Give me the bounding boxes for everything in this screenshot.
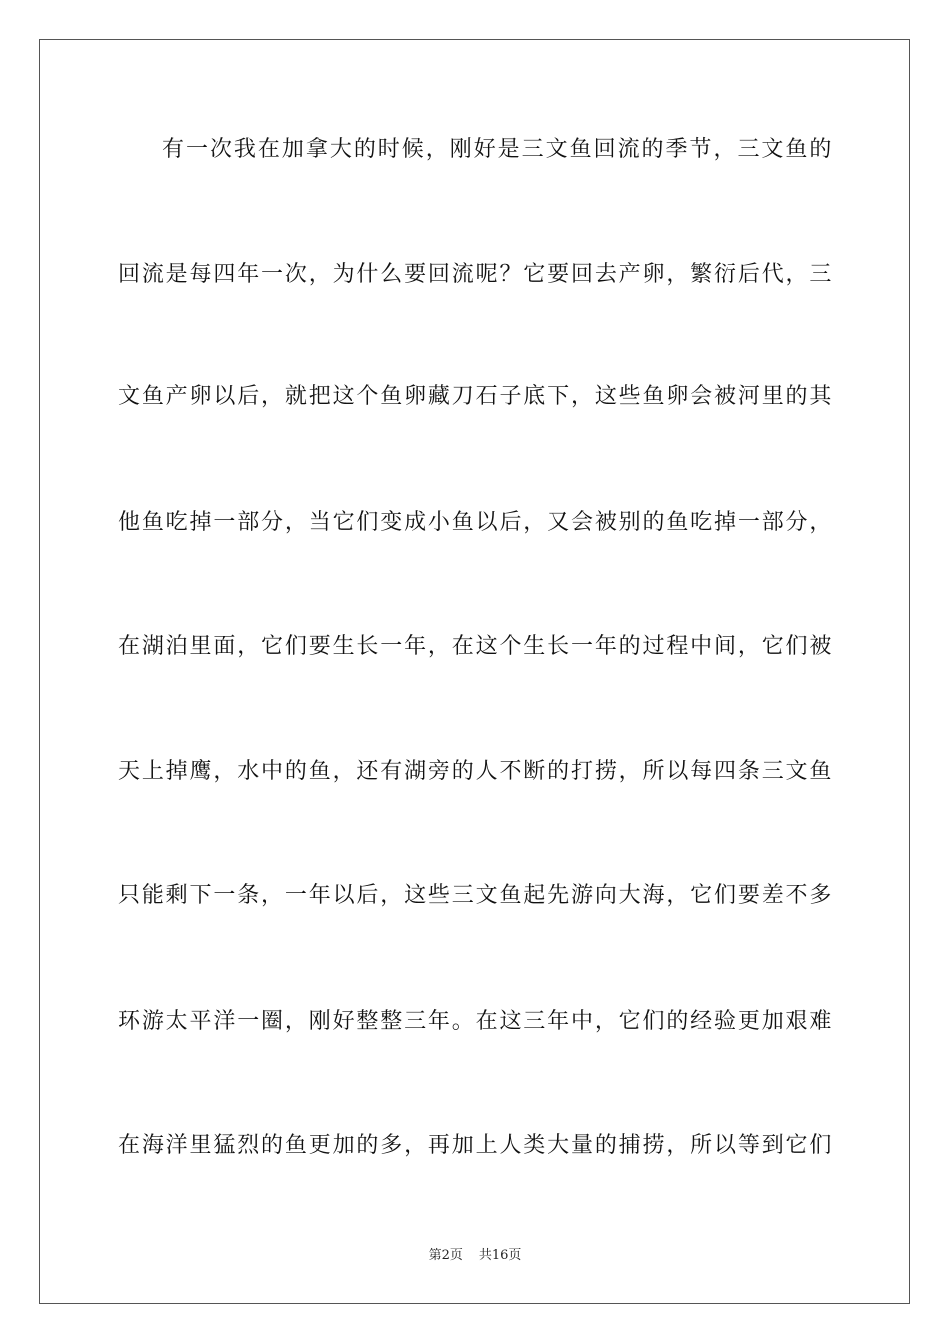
paragraph-line-1: 有一次我在加拿大的时候，刚好是三文鱼回流的季节，三文鱼的 — [162, 137, 832, 162]
page-border — [39, 39, 910, 1304]
page-footer — [0, 1246, 950, 1266]
paragraph-line-9: 在海洋里猛烈的鱼更加的多，再加上人类大量的捕捞，所以等到它们 — [118, 1133, 832, 1158]
paragraph-line-4: 他鱼吃掉一部分，当它们变成小鱼以后，又会被别的鱼吃掉一部分， — [118, 510, 832, 535]
page-number-total: 共16页 — [478, 1248, 522, 1263]
page-number-current: 第2页 — [428, 1248, 463, 1263]
paragraph-line-2: 回流是每四年一次，为什么要回流呢？它要回去产卵，繁衍后代，三 — [118, 262, 832, 287]
paragraph-line-6: 天上掉鹰，水中的鱼，还有湖旁的人不断的打捞，所以每四条三文鱼 — [118, 759, 832, 784]
paragraph-line-7: 只能剩下一条，一年以后，这些三文鱼起先游向大海，它们要差不多 — [118, 883, 832, 908]
paragraph-line-5: 在湖泊里面，它们要生长一年，在这个生长一年的过程中间，它们被 — [118, 634, 832, 659]
paragraph-line-8: 环游太平洋一圈，刚好整整三年。在这三年中，它们的经验更加艰难 — [118, 1009, 832, 1034]
paragraph-line-3: 文鱼产卵以后，就把这个鱼卵藏刀石子底下，这些鱼卵会被河里的其 — [118, 384, 832, 409]
